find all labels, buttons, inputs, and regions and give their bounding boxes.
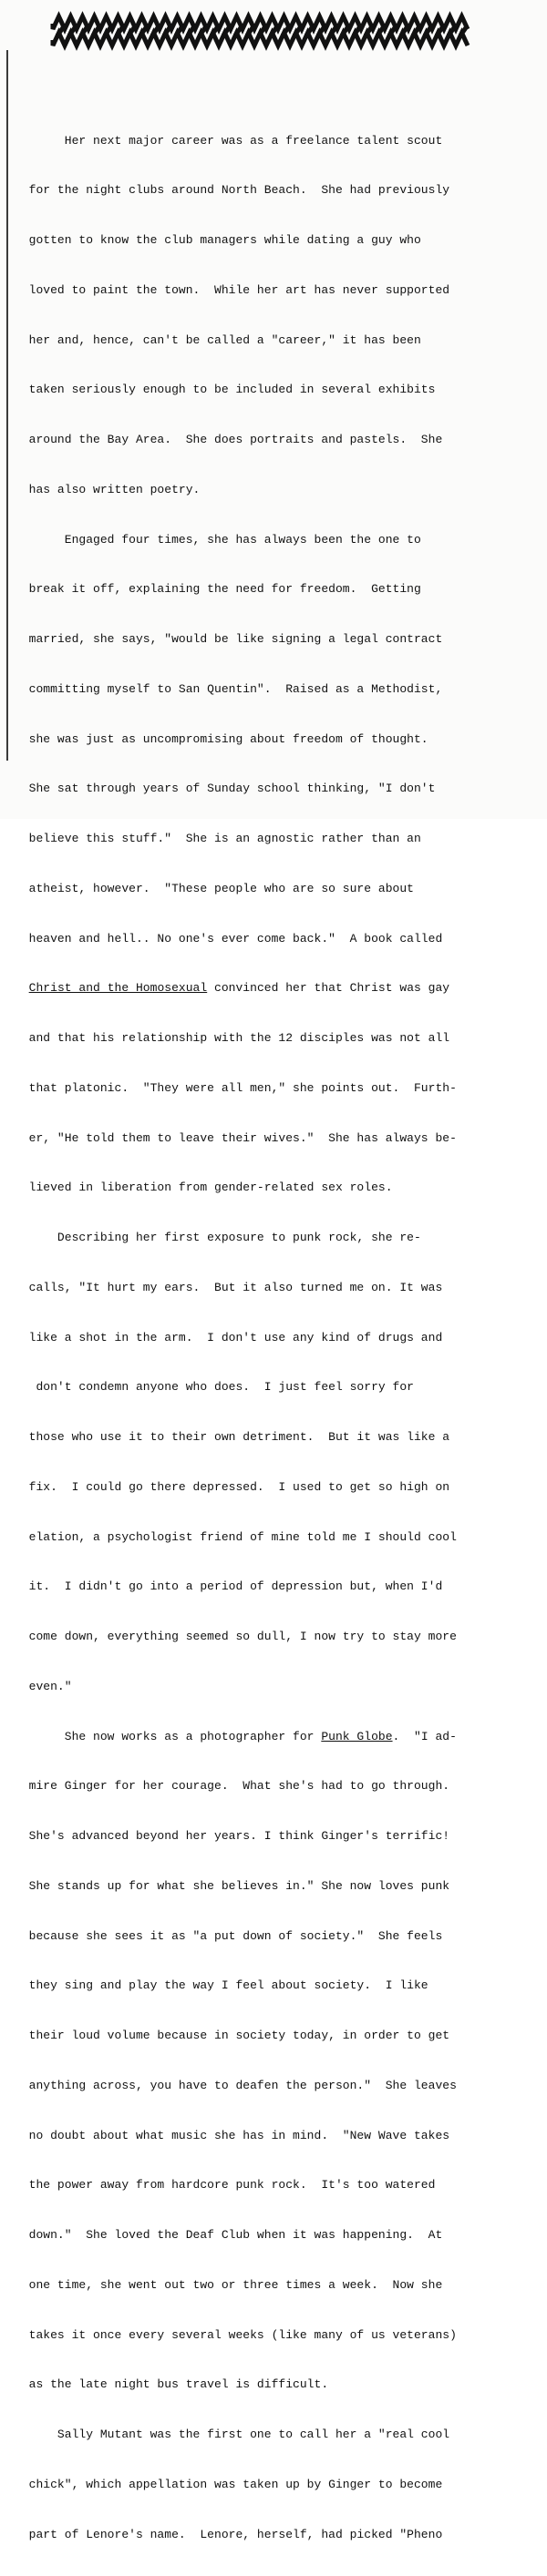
text-line: taken seriously enough to be included in several exhibits	[15, 383, 436, 397]
text-line: and that his relationship with the 12 disciples was not all	[15, 1031, 450, 1045]
text-line: has also written poetry.	[15, 482, 201, 496]
text-line: committing myself to San Quentin". Raised as a Methodist,	[15, 681, 443, 696]
text-line: like a shot in the arm. I don't use any kind of drugs and	[15, 1330, 443, 1344]
text-line: Describing her first exposure to punk rock, she re-	[15, 1231, 421, 1244]
text-line: Engaged four times, she has always been the one to	[15, 532, 421, 547]
text-line: heaven and hell.. No one's ever come back." A book called	[15, 931, 443, 946]
text-line: er, "He told them to leave their wives." She has always be-	[15, 1130, 457, 1145]
underlined-title: Punk Globe	[321, 1729, 393, 1743]
text-line: elation, a psychologist friend of mine told me I should cool	[15, 1529, 457, 1544]
left-margin-line	[6, 50, 8, 761]
text-line: come down, everything seemed so dull, I now try to stay more	[15, 1630, 457, 1643]
body-text	[15, 99, 542, 2576]
text-line: Christ and the Homosexual convinced her that Christ was gay	[28, 981, 450, 996]
text-line: because she sees it as "a put down of society." She feels	[15, 1928, 443, 1943]
text-line: for the night clubs around North Beach. She had previously	[15, 183, 450, 198]
text-line: don't condemn anyone who does. I just feel sorry for	[15, 1380, 414, 1395]
text-line: loved to paint the town. While her art has never supported	[15, 282, 450, 297]
text-line: takes it once every several weeks (like many of us veterans)	[15, 2327, 457, 2342]
text-line: She stands up for what she believes in." She now loves punk	[15, 1878, 450, 1893]
text-line: part of Lenore's name. Lenore, herself, had picked "Pheno	[15, 2527, 443, 2541]
text-line: her and, hence, can't be called a "career," it has been	[15, 332, 421, 347]
text-line: she was just as uncompromising about freedom of thought.	[15, 731, 428, 746]
underlined-title: Christ and the Homosexual	[28, 981, 208, 996]
text-line: chick", which appellation was taken up by Ginger to become	[15, 2477, 443, 2491]
text-line: it. I didn't go into a period of depression but, when I'd	[15, 1579, 443, 1594]
text-line: down." She loved the Deaf Club when it was happening. At	[15, 2228, 443, 2242]
text-line: Sally Mutant was the first one to call her a "real cool	[15, 2428, 450, 2441]
text-line: that platonic. "They were all men," she points out. Furth-	[15, 1080, 457, 1095]
text-line: married, she says, "would be like signing a legal contract	[15, 632, 443, 646]
text-line: their loud volume because in society today, in order to get	[15, 2029, 450, 2042]
text-line: the power away from hardcore punk rock. It's too watered	[15, 2178, 436, 2193]
text-line: believe this stuff." She is an agnostic rather than an	[15, 832, 421, 845]
text-line: calls, "It hurt my ears. But it also turned me on. It was	[15, 1280, 443, 1294]
text-line: those who use it to their own detriment. But it was like a	[15, 1430, 450, 1444]
text-line: She sat through years of Sunday school thinking, "I don't	[15, 782, 436, 796]
text-line: anything across, you have to deafen the person." She leaves	[15, 2078, 457, 2092]
text-line: She now works as a photographer for Punk Globe. "I ad-	[15, 1729, 457, 1743]
zigzag-border	[53, 13, 472, 49]
text-line: lieved in liberation from gender-related sex roles.	[15, 1181, 393, 1195]
text-line: break it off, explaining the need for freedom. Getting	[15, 582, 421, 597]
text-line: no doubt about what music she has in mind. "New Wave takes	[15, 2128, 450, 2142]
text-line: She's advanced beyond her years. I think Ginger's terrific!	[15, 1829, 450, 1843]
text-line: they sing and play the way I feel about society. I like	[15, 1978, 428, 1993]
text-line: Her next major career was as a freelance talent scout	[15, 133, 443, 148]
text-line: fix. I could go there depressed. I used to get so high on	[15, 1479, 450, 1494]
zigzag-pattern	[53, 16, 469, 46]
text-line: gotten to know the club managers while dating a guy who	[15, 233, 421, 247]
text-line: around the Bay Area. She does portraits and pastels. She	[15, 433, 443, 446]
text-line: as the late night bus travel is difficult.	[15, 2377, 329, 2392]
text-line: one time, she went out two or three times a week. Now she	[15, 2277, 443, 2292]
text-line: even."	[15, 1679, 72, 1693]
text-line: atheist, however. "These people who are so sure about	[15, 881, 414, 895]
text-line: mire Ginger for her courage. What she's had to go through.	[15, 1779, 450, 1794]
